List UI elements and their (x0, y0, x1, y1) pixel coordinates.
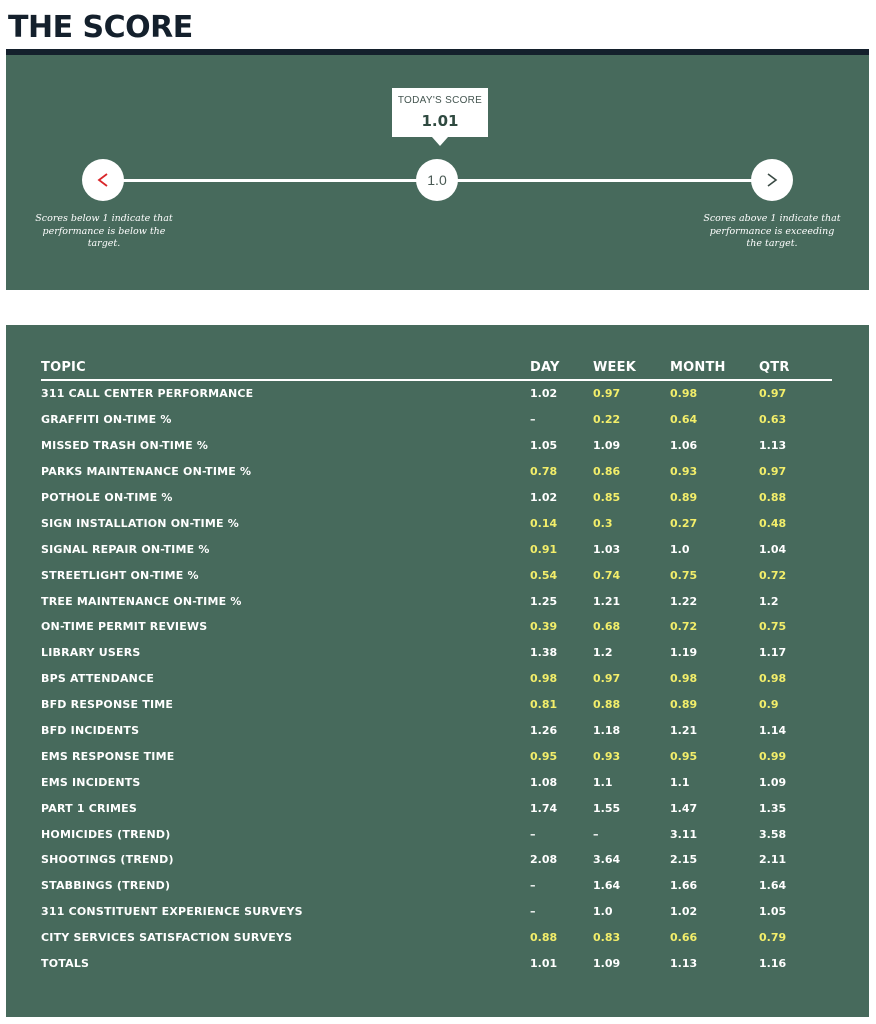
table-row (41, 769, 832, 795)
month-score-cell: 1.22 (670, 594, 698, 608)
score-scale-panel (6, 55, 869, 290)
table-row (41, 692, 832, 718)
table-row (41, 743, 832, 769)
day-score-cell: 1.25 (530, 594, 558, 608)
week-score-cell: 0.97 (593, 387, 621, 401)
qtr-score-cell: 2.11 (759, 853, 787, 867)
week-score-cell: 0.22 (593, 413, 621, 427)
table-row (41, 873, 832, 899)
column-header-day: DAY (530, 359, 593, 380)
week-score-cell: 3.64 (593, 853, 621, 867)
topic-cell: LIBRARY USERS (41, 646, 141, 660)
qtr-score-cell: 1.05 (759, 905, 787, 919)
week-score-cell: 1.64 (593, 879, 621, 893)
month-score-cell: 0.95 (670, 749, 698, 763)
month-score-cell: 0.27 (670, 516, 698, 530)
qtr-score-cell: 0.99 (759, 749, 787, 763)
topic-cell: BFD RESPONSE TIME (41, 698, 174, 712)
day-score-cell: – (530, 827, 536, 841)
week-score-cell: 0.83 (593, 931, 621, 945)
day-score-cell: 1.08 (530, 775, 558, 789)
column-header-month: MONTH (670, 359, 759, 380)
week-score-cell: – (593, 827, 599, 841)
table-row (41, 899, 832, 925)
week-score-cell: 1.21 (593, 594, 621, 608)
week-score-cell: 1.1 (593, 775, 613, 789)
table-row (41, 666, 832, 692)
table-row (41, 847, 832, 873)
week-score-cell: 1.03 (593, 542, 621, 556)
day-score-cell: 1.02 (530, 491, 558, 504)
chevron-left-icon (96, 172, 110, 188)
qtr-score-cell: 1.09 (759, 775, 787, 789)
week-score-cell: 0.3 (593, 516, 613, 530)
table-row (41, 795, 832, 821)
target-marker: 1.0 (416, 159, 458, 201)
qtr-score-cell: 1.16 (759, 957, 787, 971)
qtr-score-cell: 0.72 (759, 568, 787, 582)
week-score-cell: 1.18 (593, 724, 621, 738)
qtr-score-cell: 1.14 (759, 724, 787, 738)
topic-cell: BFD INCIDENTS (41, 724, 140, 738)
qtr-score-cell: 0.48 (759, 516, 787, 530)
week-score-cell: 0.74 (593, 568, 621, 582)
table-row (41, 718, 832, 744)
topic-cell: TOTALS (41, 957, 90, 971)
qtr-score-cell: 0.97 (759, 465, 787, 479)
month-score-cell: 0.89 (670, 698, 698, 712)
topic-cell: EMS INCIDENTS (41, 775, 141, 789)
month-score-cell: 0.98 (670, 387, 698, 401)
month-score-cell: 1.02 (670, 905, 698, 919)
month-score-cell: 1.06 (670, 439, 698, 453)
above-target-button[interactable] (751, 159, 793, 201)
table-row (41, 614, 832, 640)
scores-table (41, 359, 832, 976)
month-score-cell: 2.15 (670, 853, 698, 867)
page-title: THE SCORE (8, 10, 193, 45)
day-score-cell: – (530, 905, 536, 919)
topic-cell: STREETLIGHT ON-TIME % (41, 568, 199, 582)
week-score-cell: 0.85 (593, 491, 621, 504)
table-row (41, 821, 832, 847)
topic-cell: POTHOLE ON-TIME % (41, 491, 173, 504)
day-score-cell: – (530, 413, 536, 427)
week-score-cell: 1.55 (593, 801, 621, 815)
week-score-cell: 0.97 (593, 672, 621, 686)
scores-table-panel (6, 325, 869, 1017)
qtr-score-cell: 0.79 (759, 931, 787, 945)
day-score-cell: 1.38 (530, 646, 558, 660)
table-row (41, 407, 832, 433)
day-score-cell: 0.81 (530, 698, 558, 712)
topic-cell: TREE MAINTENANCE ON-TIME % (41, 594, 242, 608)
week-score-cell: 0.68 (593, 620, 621, 634)
table-row (41, 459, 832, 485)
day-score-cell: 1.02 (530, 387, 558, 401)
qtr-score-cell: 0.97 (759, 387, 787, 401)
month-score-cell: 0.93 (670, 465, 698, 479)
column-header-topic: TOPIC (41, 359, 530, 380)
day-score-cell: 0.14 (530, 516, 558, 530)
below-target-note: Scores below 1 indicate that performance is below the target. (35, 213, 173, 249)
qtr-score-cell: 1.17 (759, 646, 787, 660)
column-header-week: WEEK (593, 359, 670, 380)
table-row (41, 380, 832, 407)
qtr-score-cell: 0.63 (759, 413, 787, 427)
above-target-note: Scores above 1 indicate that performance is exceeding the target. (703, 213, 841, 249)
day-score-cell: 2.08 (530, 853, 558, 867)
table-row (41, 536, 832, 562)
table-row (41, 951, 832, 977)
topic-cell: SHOOTINGS (TREND) (41, 853, 174, 867)
day-score-cell: 0.39 (530, 620, 558, 634)
month-score-cell: 1.66 (670, 879, 698, 893)
day-score-cell: 1.05 (530, 439, 558, 453)
day-score-cell: 0.88 (530, 931, 558, 945)
table-row (41, 588, 832, 614)
week-score-cell: 1.0 (593, 905, 613, 919)
day-score-cell: 1.74 (530, 801, 558, 815)
month-score-cell: 0.66 (670, 931, 698, 945)
todays-score-value: 1.01 (421, 112, 459, 130)
day-score-cell: 1.01 (530, 957, 558, 971)
topic-cell: 311 CONSTITUENT EXPERIENCE SURVEYS (41, 905, 303, 919)
qtr-score-cell: 3.58 (759, 827, 787, 841)
table-row (41, 433, 832, 459)
day-score-cell: – (530, 879, 536, 893)
topic-cell: CITY SERVICES SATISFACTION SURVEYS (41, 931, 293, 945)
month-score-cell: 1.47 (670, 801, 698, 815)
day-score-cell: 1.26 (530, 724, 558, 738)
topic-cell: GRAFFITI ON-TIME % (41, 413, 172, 427)
topic-cell: SIGNAL REPAIR ON-TIME % (41, 542, 210, 556)
topic-cell: 311 CALL CENTER PERFORMANCE (41, 387, 254, 401)
week-score-cell: 1.09 (593, 957, 621, 971)
topic-cell: BPS ATTENDANCE (41, 672, 155, 686)
topic-cell: HOMICIDES (TREND) (41, 827, 171, 841)
topic-cell: EMS RESPONSE TIME (41, 749, 175, 763)
qtr-score-cell: 1.04 (759, 542, 787, 556)
qtr-score-cell: 1.13 (759, 439, 787, 453)
week-score-cell: 1.09 (593, 439, 621, 453)
topic-cell: STABBINGS (TREND) (41, 879, 171, 893)
month-score-cell: 3.11 (670, 827, 698, 841)
table-row (41, 925, 832, 951)
day-score-cell: 0.95 (530, 749, 558, 763)
month-score-cell: 1.21 (670, 724, 698, 738)
qtr-score-cell: 0.98 (759, 672, 787, 686)
table-row (41, 510, 832, 536)
qtr-score-cell: 1.2 (759, 594, 779, 608)
week-score-cell: 1.2 (593, 646, 613, 660)
week-score-cell: 0.88 (593, 698, 621, 712)
qtr-score-cell: 1.35 (759, 801, 787, 815)
topic-cell: PARKS MAINTENANCE ON-TIME % (41, 465, 252, 479)
qtr-score-cell: 1.64 (759, 879, 787, 893)
day-score-cell: 0.54 (530, 568, 558, 582)
below-target-button[interactable] (82, 159, 124, 201)
table-row (41, 485, 832, 511)
topic-cell: SIGN INSTALLATION ON-TIME % (41, 516, 239, 530)
month-score-cell: 1.1 (670, 775, 690, 789)
month-score-cell: 0.64 (670, 413, 698, 427)
day-score-cell: 0.98 (530, 672, 558, 686)
month-score-cell: 1.13 (670, 957, 698, 971)
qtr-score-cell: 0.75 (759, 620, 787, 634)
todays-score-label: TODAY'S SCORE (397, 95, 483, 106)
qtr-score-cell: 0.88 (759, 491, 787, 504)
column-header-qtr: QTR (759, 359, 832, 380)
month-score-cell: 0.72 (670, 620, 698, 634)
month-score-cell: 1.0 (670, 542, 690, 556)
topic-cell: MISSED TRASH ON-TIME % (41, 439, 209, 453)
month-score-cell: 0.89 (670, 491, 698, 504)
day-score-cell: 0.78 (530, 465, 558, 479)
qtr-score-cell: 0.9 (759, 698, 779, 712)
table-row (41, 562, 832, 588)
chevron-right-icon (765, 172, 779, 188)
topic-cell: PART 1 CRIMES (41, 801, 137, 815)
todays-score-callout (392, 88, 488, 137)
week-score-cell: 0.86 (593, 465, 621, 479)
table-row (41, 640, 832, 666)
topic-cell: ON-TIME PERMIT REVIEWS (41, 620, 208, 634)
day-score-cell: 0.91 (530, 542, 558, 556)
month-score-cell: 0.75 (670, 568, 698, 582)
month-score-cell: 1.19 (670, 646, 698, 660)
table-body (41, 380, 832, 976)
table-header-row (41, 359, 832, 380)
week-score-cell: 0.93 (593, 749, 621, 763)
month-score-cell: 0.98 (670, 672, 698, 686)
